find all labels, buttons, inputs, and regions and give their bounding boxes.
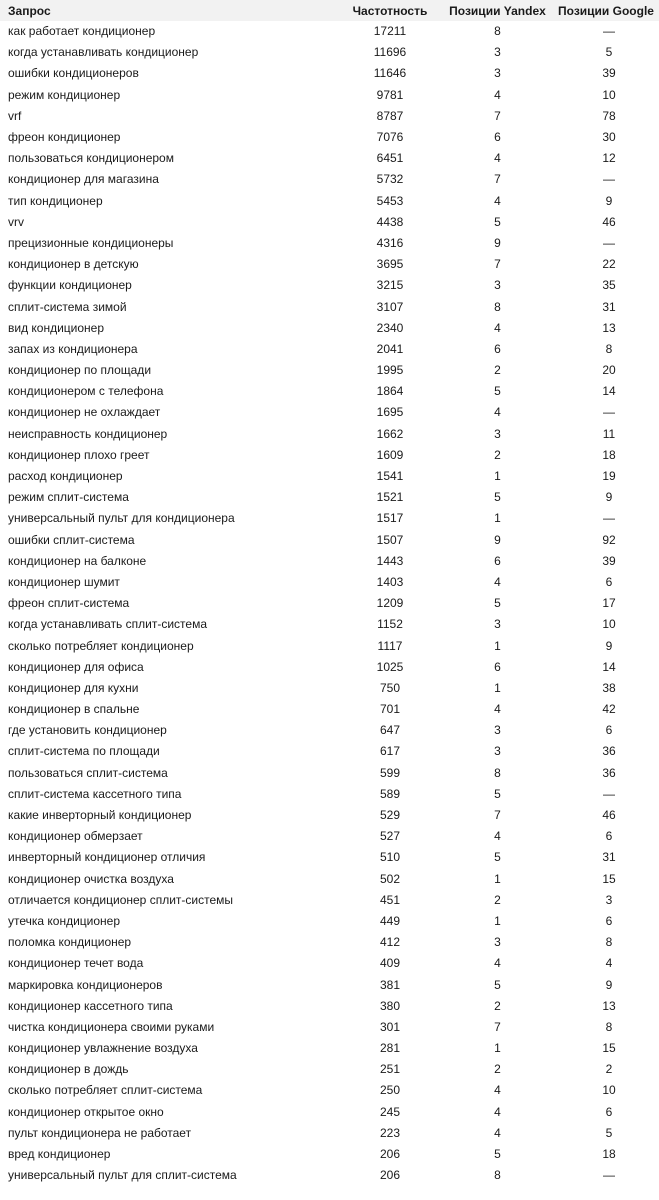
google-position-cell: 13 [602,998,616,1013]
query-cell: сплит-система по площади [8,744,160,759]
google-position-cell: 10 [602,87,616,102]
google-position-cell: 36 [602,765,616,780]
yandex-position-cell: 5 [494,384,501,399]
frequency-cell: 5732 [376,172,404,187]
table-row [0,127,659,148]
frequency-cell: 409 [379,956,401,971]
query-cell: кондиционер очистка воздуха [8,871,174,886]
table-row [0,741,659,762]
yandex-position-cell: 5 [494,596,501,611]
frequency-cell: 3107 [376,299,404,314]
frequency-cell: 1695 [376,405,404,420]
table-row [0,699,659,720]
query-cell: утечка кондиционер [8,913,121,928]
table-row [0,784,659,805]
google-position-cell: 6 [605,913,613,928]
table-row [0,530,659,551]
yandex-position-cell: 9 [494,235,501,250]
yandex-position-cell: 4 [494,87,501,102]
frequency-cell: 451 [379,892,401,907]
table-row [0,593,659,614]
yandex-position-cell: 4 [494,574,501,589]
google-position-cell: 92 [602,532,616,547]
query-cell: пульт кондиционера не работает [8,1125,192,1140]
google-position-cell: 6 [605,1104,613,1119]
frequency-cell: 281 [379,1041,401,1056]
google-position-cell: 38 [602,680,616,695]
query-cell: когда устанавливать кондиционер [8,45,199,60]
google-position-cell: — [603,511,615,526]
yandex-position-cell: 1 [494,871,501,886]
table-row [0,106,659,127]
table-row [0,826,659,847]
frequency-cell: 2340 [376,320,404,335]
frequency-cell: 412 [379,935,401,950]
yandex-position-cell: 3 [494,935,501,950]
yandex-position-cell: 5 [494,786,501,801]
yandex-position-cell: 8 [494,1168,501,1183]
google-position-cell: — [603,235,615,250]
frequency-cell: 1403 [376,574,404,589]
frequency-cell: 2041 [376,341,404,356]
table-row [0,42,659,63]
table-row [0,212,659,233]
query-cell: вид кондиционер [8,320,105,335]
query-cell: кондиционер не охлаждает [8,405,161,420]
google-position-cell: 46 [602,808,616,823]
query-cell: кондиционер по площади [8,363,152,378]
yandex-position-cell: 4 [494,956,501,971]
google-position-cell: 8 [605,341,613,356]
yandex-position-cell: 1 [494,913,501,928]
table-row [0,805,659,826]
frequency-cell: 245 [379,1104,401,1119]
google-position-cell: 31 [602,299,616,314]
yandex-position-cell: 2 [494,1062,501,1077]
google-position-cell: 31 [602,850,616,865]
yandex-position-cell: 6 [494,341,501,356]
google-position-cell: 46 [602,214,616,229]
query-cell: кондиционер увлажнение воздуха [8,1041,198,1056]
yandex-position-cell: 6 [494,130,501,145]
query-cell: инверторный кондиционер отличия [8,850,206,865]
table-row [0,1165,659,1186]
table-row [0,890,659,911]
yandex-position-cell: 4 [494,320,501,335]
table-row [0,21,659,42]
table-row [0,678,659,699]
query-cell: кондиционер для магазина [8,172,159,187]
table-row [0,381,659,402]
table-row [0,254,659,275]
google-position-cell: 9 [605,977,613,992]
frequency-cell: 449 [379,913,401,928]
google-position-cell: 39 [602,66,616,81]
table-row [0,953,659,974]
table-row [0,466,659,487]
query-cell: когда устанавливать сплит-система [8,617,208,632]
frequency-cell: 3215 [376,278,404,293]
query-cell: кондиционер шумит [8,574,120,589]
google-position-cell: 12 [602,151,616,166]
frequency-cell: 301 [379,1019,401,1034]
query-cell: кондиционер для кухни [8,680,139,695]
google-position-cell: 3 [605,892,613,907]
frequency-cell: 527 [379,829,401,844]
query-cell: запах из кондиционера [8,341,138,356]
yandex-position-cell: 4 [494,1083,501,1098]
frequency-cell: 1117 [377,638,403,653]
frequency-cell: 647 [379,723,401,738]
google-position-cell: 39 [602,553,616,568]
query-cell: универсальный пульт для сплит-система [8,1168,237,1183]
query-cell: кондиционер обмерзает [8,829,143,844]
google-position-cell: 8 [605,1019,613,1034]
table-row [0,720,659,741]
query-cell: поломка кондиционер [8,935,132,950]
yandex-position-cell: 3 [494,45,501,60]
query-cell: vrf [8,108,22,123]
google-position-cell: 5 [605,45,613,60]
query-cell: функции кондиционер [8,278,132,293]
yandex-position-cell: 7 [494,1019,501,1034]
table-row [0,63,659,84]
frequency-cell: 6451 [376,151,404,166]
yandex-position-cell: 5 [494,850,501,865]
table-row [0,1123,659,1144]
google-position-cell: 18 [602,1147,616,1162]
google-position-cell: 9 [605,490,613,505]
query-cell: ошибки сплит-система [8,532,135,547]
google-position-cell: 13 [602,320,616,335]
yandex-position-cell: 6 [494,553,501,568]
google-position-cell: — [603,786,615,801]
frequency-cell: 11696 [373,45,407,60]
table-row [0,275,659,296]
frequency-cell: 1517 [376,511,404,526]
table-row [0,1017,659,1038]
frequency-cell: 1443 [376,553,404,568]
yandex-position-cell: 1 [494,638,501,653]
query-cell: режим кондиционер [8,87,121,102]
table-row [0,1059,659,1080]
yandex-position-cell: 8 [494,765,501,780]
table-row [0,191,659,212]
google-position-cell: 10 [602,1083,616,1098]
google-position-cell: 15 [602,1041,616,1056]
frequency-cell: 510 [379,850,401,865]
frequency-cell: 8787 [376,108,404,123]
yandex-position-cell: 3 [494,744,501,759]
table-row [0,635,659,656]
yandex-position-cell: 1 [494,680,501,695]
table-row [0,318,659,339]
table-row [0,508,659,529]
yandex-position-cell: 7 [494,808,501,823]
google-position-cell: 35 [602,278,616,293]
table-row [0,932,659,953]
table-row [0,1038,659,1059]
frequency-cell: 1507 [376,532,404,547]
yandex-position-cell: 4 [494,151,501,166]
table-row [0,360,659,381]
query-cell: чистка кондиционера своими руками [8,1019,215,1034]
frequency-cell: 1152 [377,617,403,632]
google-position-cell: 9 [605,193,613,208]
yandex-position-cell: 2 [494,892,501,907]
query-cell: какие инверторный кондиционер [8,808,192,823]
yandex-position-cell: 3 [494,617,501,632]
google-position-cell: — [603,405,615,420]
frequency-cell: 701 [379,702,401,717]
header-google-positions: Позиции Google [553,0,659,21]
google-position-cell: 5 [605,1125,613,1140]
header-yandex-positions: Позиции Yandex [442,0,553,21]
table-row [0,148,659,169]
query-cell: сплит-система кассетного типа [8,786,182,801]
frequency-cell: 1209 [376,596,404,611]
yandex-position-cell: 4 [494,193,501,208]
query-cell: кондиционер в дождь [8,1062,129,1077]
query-cell: фреон кондиционер [8,130,121,145]
query-cell: отличается кондиционер сплит-системы [8,892,233,907]
query-cell: расход кондиционер [8,469,123,484]
table-row [0,339,659,360]
yandex-position-cell: 4 [494,405,501,420]
table-row [0,763,659,784]
frequency-cell: 1609 [376,447,404,462]
query-cell: кондиционером с телефона [8,384,164,399]
google-position-cell: 6 [605,723,613,738]
query-cell: вред кондиционер [8,1147,111,1162]
yandex-position-cell: 3 [494,66,501,81]
yandex-position-cell: 4 [494,1125,501,1140]
table-row [0,911,659,932]
frequency-cell: 380 [379,998,401,1013]
frequency-cell: 589 [379,786,401,801]
yandex-position-cell: 8 [494,24,501,39]
yandex-position-cell: 3 [494,278,501,293]
frequency-cell: 4438 [376,214,404,229]
query-cell: кондиционер кассетного типа [8,998,173,1013]
table-row [0,1080,659,1101]
frequency-cell: 599 [379,765,401,780]
google-position-cell: 19 [602,469,616,484]
frequency-cell: 17211 [373,24,407,39]
table-row [0,169,659,190]
google-position-cell: 36 [602,744,616,759]
table-row [0,551,659,572]
google-position-cell: 2 [605,1062,613,1077]
yandex-position-cell: 6 [494,659,501,674]
frequency-cell: 7076 [376,130,404,145]
yandex-position-cell: 3 [494,723,501,738]
frequency-cell: 223 [379,1125,401,1140]
google-position-cell: 17 [602,596,616,611]
table-row [0,572,659,593]
google-position-cell: 9 [605,638,613,653]
yandex-position-cell: 2 [494,998,501,1013]
query-cell: прецизионные кондиционеры [8,235,174,250]
header-query: Запрос [0,0,338,21]
query-cell: кондиционер открытое окно [8,1104,164,1119]
yandex-position-cell: 1 [494,469,501,484]
google-position-cell: — [603,1168,615,1183]
query-cell: кондиционер в детскую [8,257,139,272]
yandex-position-cell: 4 [494,829,501,844]
query-cell: сплит-система зимой [8,299,127,314]
frequency-cell: 1521 [376,490,404,505]
table-row [0,657,659,678]
google-position-cell: 14 [602,384,616,399]
table-row [0,614,659,635]
table-row [0,296,659,317]
query-cell: тип кондиционер [8,193,103,208]
frequency-cell: 9781 [376,87,404,102]
yandex-position-cell: 4 [494,702,501,717]
frequency-cell: 1662 [376,426,404,441]
google-position-cell: 6 [605,829,613,844]
query-cell: сколько потребляет кондиционер [8,638,194,653]
table-row [0,974,659,995]
frequency-cell: 1541 [376,469,404,484]
google-position-cell: 11 [602,426,616,441]
frequency-cell: 381 [379,977,401,992]
query-cell: где установить кондиционер [8,723,167,738]
frequency-cell: 206 [379,1147,401,1162]
query-cell: пользоваться кондиционером [8,151,174,166]
query-cell: режим сплит-система [8,490,129,505]
header-frequency: Частотность [338,0,442,21]
query-cell: кондиционер в спальне [8,702,140,717]
google-position-cell: 18 [602,447,616,462]
google-position-cell: — [603,24,615,39]
frequency-cell: 5453 [376,193,404,208]
frequency-cell: 4316 [376,235,404,250]
table-row [0,869,659,890]
frequency-cell: 502 [379,871,401,886]
query-cell: пользоваться сплит-система [8,765,168,780]
query-cell: неисправность кондиционер [8,426,168,441]
yandex-position-cell: 5 [494,214,501,229]
yandex-position-cell: 5 [494,490,501,505]
frequency-cell: 617 [379,744,401,759]
table-row [0,445,659,466]
table-row [0,85,659,106]
query-cell: кондиционер на балконе [8,553,147,568]
yandex-position-cell: 3 [494,426,501,441]
frequency-cell: 250 [379,1083,401,1098]
yandex-position-cell: 1 [494,511,501,526]
query-cell: сколько потребляет сплит-система [8,1083,203,1098]
yandex-position-cell: 4 [494,1104,501,1119]
frequency-cell: 750 [379,680,401,695]
query-cell: vrv [8,214,24,229]
google-position-cell: 8 [605,935,613,950]
query-cell: кондиционер для офиса [8,659,144,674]
table-row [0,233,659,254]
query-cell: фреон сплит-система [8,596,130,611]
query-cell: кондиционер плохо греет [8,447,150,462]
frequency-cell: 206 [379,1168,401,1183]
frequency-cell: 1025 [376,659,404,674]
table-row [0,402,659,423]
google-position-cell: 78 [602,108,616,123]
table-row [0,847,659,868]
google-position-cell: 15 [602,871,616,886]
yandex-position-cell: 2 [494,447,501,462]
google-position-cell: 42 [602,702,616,717]
yandex-position-cell: 1 [494,1041,501,1056]
query-cell: как работает кондиционер [8,24,156,39]
table-row [0,996,659,1017]
frequency-cell: 1864 [376,384,404,399]
google-position-cell: 20 [602,363,616,378]
google-position-cell: 10 [602,617,616,632]
table-row [0,424,659,445]
frequency-cell: 529 [379,808,401,823]
query-cell: ошибки кондиционеров [8,66,139,81]
yandex-position-cell: 7 [494,172,501,187]
google-position-cell: 22 [602,257,616,272]
yandex-position-cell: 2 [494,363,501,378]
table-row [0,1102,659,1123]
query-cell: универсальный пульт для кондиционера [8,511,235,526]
yandex-position-cell: 5 [494,977,501,992]
google-position-cell: 4 [605,956,613,971]
google-position-cell: 14 [602,659,616,674]
query-cell: маркировка кондиционеров [8,977,163,992]
yandex-position-cell: 7 [494,257,501,272]
google-position-cell: — [603,172,615,187]
yandex-position-cell: 9 [494,532,501,547]
table-header-row [0,0,659,21]
table-row [0,1144,659,1165]
google-position-cell: 6 [605,574,613,589]
yandex-position-cell: 5 [494,1147,501,1162]
google-position-cell: 30 [602,130,616,145]
yandex-position-cell: 8 [494,299,501,314]
yandex-position-cell: 7 [494,108,501,123]
frequency-cell: 1995 [376,363,404,378]
query-cell: кондиционер течет вода [8,956,144,971]
frequency-cell: 251 [379,1062,401,1077]
frequency-cell: 11646 [373,66,407,81]
frequency-cell: 3695 [376,257,404,272]
table-row [0,487,659,508]
